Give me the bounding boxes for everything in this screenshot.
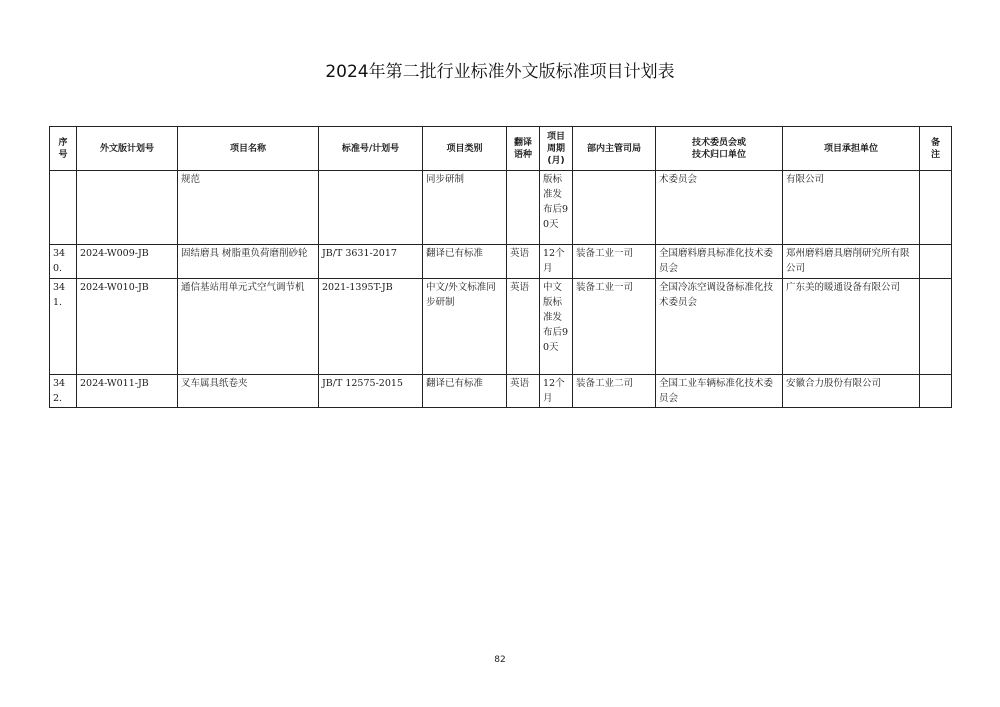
cell-committee: 术委员会 [656, 171, 783, 245]
cell-project-type: 同步研制 [423, 171, 507, 245]
table-row [50, 375, 952, 408]
col-header-standard-no: 标准号/计划号 [319, 127, 423, 171]
cell-period: 中文版标准发布后90天 [540, 279, 573, 375]
cell-plan-no: 2024-W009-JB [77, 245, 178, 279]
cell-dept: 装备工业一司 [573, 279, 656, 375]
cell-language: 英语 [507, 279, 540, 375]
cell-project-type: 中文/外文标准同步研制 [423, 279, 507, 375]
cell-remark [920, 375, 952, 408]
cell-seq: 342. [50, 375, 77, 408]
cell-project-name: 通信基站用单元式空气调节机 [178, 279, 319, 375]
col-header-project-name: 项目名称 [178, 127, 319, 171]
table-row [50, 279, 952, 375]
col-header-undertaker: 项目承担单位 [783, 127, 920, 171]
cell-undertaker: 郑州磨料磨具磨削研究所有限公司 [783, 245, 920, 279]
cell-dept: 装备工业一司 [573, 245, 656, 279]
cell-project-name: 固结磨具 树脂重负荷磨削砂轮 [178, 245, 319, 279]
cell-project-name: 规范 [178, 171, 319, 245]
cell-language: 英语 [507, 375, 540, 408]
cell-dept: 装备工业二司 [573, 375, 656, 408]
col-header-committee: 技术委员会或 技术归口单位 [656, 127, 783, 171]
cell-dept [573, 171, 656, 245]
cell-plan-no: 2024-W010-JB [77, 279, 178, 375]
cell-seq: 341. [50, 279, 77, 375]
cell-undertaker: 广东美的暖通设备有限公司 [783, 279, 920, 375]
cell-undertaker: 有限公司 [783, 171, 920, 245]
cell-standard-no [319, 171, 423, 245]
page-title: 2024年第二批行业标准外文版标准项目计划表 [325, 62, 675, 82]
cell-seq [50, 171, 77, 245]
table-row [50, 171, 952, 245]
cell-standard-no: 2021-1395T-JB [319, 279, 423, 375]
col-header-period: 项目 周期 (月) [540, 127, 573, 171]
cell-period: 12个月 [540, 375, 573, 408]
cell-remark [920, 245, 952, 279]
cell-language: 英语 [507, 245, 540, 279]
table-row [50, 245, 952, 279]
cell-committee: 全国冷冻空调设备标准化技术委员会 [656, 279, 783, 375]
cell-undertaker: 安徽合力股份有限公司 [783, 375, 920, 408]
cell-project-name: 叉车属具纸卷夹 [178, 375, 319, 408]
cell-committee: 全国磨料磨具标准化技术委员会 [656, 245, 783, 279]
cell-plan-no: 2024-W011-JB [77, 375, 178, 408]
cell-standard-no: JB/T 3631-2017 [319, 245, 423, 279]
cell-period: 12个月 [540, 245, 573, 279]
cell-remark [920, 279, 952, 375]
cell-committee: 全国工业车辆标准化技术委员会 [656, 375, 783, 408]
col-header-language: 翻译 语种 [507, 127, 540, 171]
col-header-remark: 备 注 [920, 127, 952, 171]
col-header-dept: 部内主管司局 [573, 127, 656, 171]
cell-project-type: 翻译已有标准 [423, 375, 507, 408]
project-plan-table [49, 126, 952, 408]
cell-period: 版标准发布后90天 [540, 171, 573, 245]
cell-standard-no: JB/T 12575-2015 [319, 375, 423, 408]
cell-project-type: 翻译已有标准 [423, 245, 507, 279]
cell-language [507, 171, 540, 245]
col-header-plan-no: 外文版计划号 [77, 127, 178, 171]
col-header-project-type: 项目类别 [423, 127, 507, 171]
col-header-seq: 序 号 [50, 127, 77, 171]
cell-plan-no [77, 171, 178, 245]
page-number: 82 [494, 655, 506, 665]
cell-remark [920, 171, 952, 245]
cell-seq: 340. [50, 245, 77, 279]
table-header-row [50, 127, 952, 171]
